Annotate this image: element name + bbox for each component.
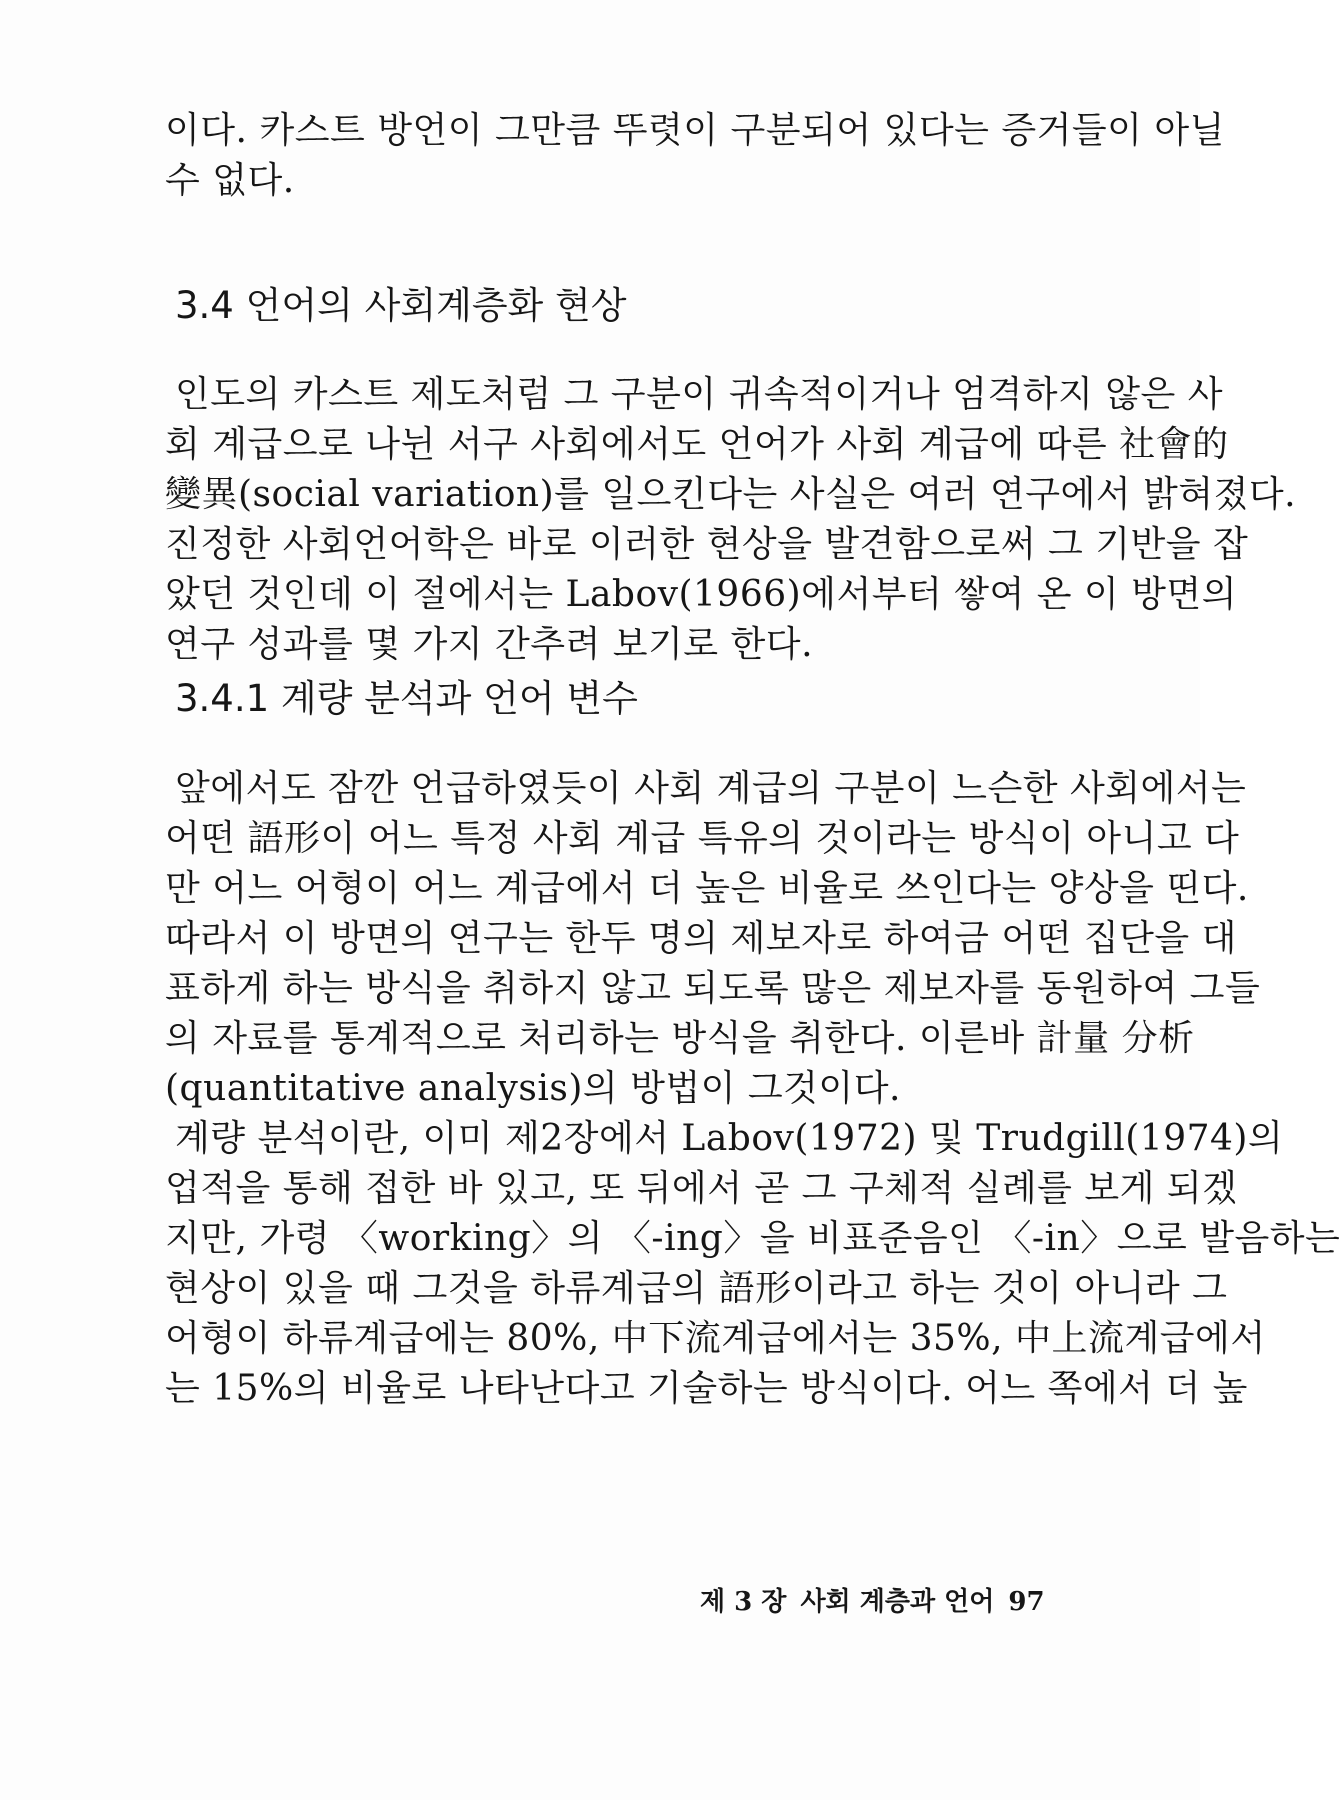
- paragraph-line: 만 어느 어형이 어느 계급에서 더 높은 비율로 쓰인다는 양상을 띤다.: [165, 868, 1249, 909]
- paragraph-line: 았던 것인데 이 절에서는 Labov(1966)에서부터 쌓여 온 이 방면의: [165, 574, 1237, 615]
- running-footer: [700, 1585, 1045, 1619]
- paragraph-line: 따라서 이 방면의 연구는 한두 명의 제보자로 하여금 어떤 집단을 대: [165, 918, 1237, 959]
- paragraph-line: 變異(social variation)를 일으킨다는 사실은 여러 연구에서 밝혀졌다.: [165, 474, 1297, 515]
- paragraph-line: 업적을 통해 접한 바 있고, 또 뒤에서 곧 그 구체적 실례를 보게 되겠: [165, 1168, 1238, 1209]
- paragraph-line: 지만, 가령 〈working〉의 〈-ing〉을 비표준음인 〈-in〉으로 발음하는: [165, 1218, 1340, 1259]
- paragraph-line: 어떤 語形이 어느 특정 사회 계급 특유의 것이라는 방식이 아니고 다: [165, 818, 1240, 859]
- subsection-heading: 3.4.1 계량 분석과 언어 변수: [175, 677, 638, 720]
- paragraph-line: 진정한 사회언어학은 바로 이러한 현상을 발견함으로써 그 기반을 잡: [165, 524, 1249, 565]
- footer-chapter-title: 사회 계층과 언어: [800, 1587, 995, 1617]
- footer-chapter: 제 3 장: [700, 1587, 787, 1617]
- paragraph-line: 현상이 있을 때 그것을 하류계급의 語形이라고 하는 것이 아니라 그: [165, 1268, 1228, 1309]
- paragraph-line: 표하게 하는 방식을 취하지 않고 되도록 많은 제보자를 동원하여 그들: [165, 968, 1261, 1009]
- paragraph-line: 어형이 하류계급에는 80%, 中下流계급에서는 35%, 中上流계급에서: [165, 1318, 1266, 1359]
- paragraph-line: 수 없다.: [165, 160, 295, 201]
- paragraph-line: 의 자료를 통계적으로 처리하는 방식을 취한다. 이른바 計量 分析: [165, 1018, 1195, 1059]
- paragraph-line: 이다. 카스트 방언이 그만큼 뚜렷이 구분되어 있다는 증거들이 아닐: [165, 110, 1225, 151]
- paragraph-line: 회 계급으로 나뉜 서구 사회에서도 언어가 사회 계급에 따른 社會的: [165, 424, 1229, 465]
- page-number: 97: [1008, 1587, 1045, 1617]
- paragraph-line: 인도의 카스트 제도처럼 그 구분이 귀속적이거나 엄격하지 않은 사: [175, 374, 1223, 415]
- section-heading: 3.4 언어의 사회계층화 현상: [175, 284, 627, 327]
- paragraph-line: 앞에서도 잠깐 언급하였듯이 사회 계급의 구분이 느슨한 사회에서는: [175, 768, 1247, 809]
- paragraph-line: 연구 성과를 몇 가지 간추려 보기로 한다.: [165, 624, 814, 665]
- paragraph-line: 계량 분석이란, 이미 제2장에서 Labov(1972) 및 Trudgill(1974)의: [175, 1118, 1284, 1159]
- paragraph-line: 는 15%의 비율로 나타난다고 기술하는 방식이다. 어느 쪽에서 더 높: [165, 1368, 1248, 1409]
- paragraph-line: (quantitative analysis)의 방법이 그것이다.: [165, 1068, 901, 1109]
